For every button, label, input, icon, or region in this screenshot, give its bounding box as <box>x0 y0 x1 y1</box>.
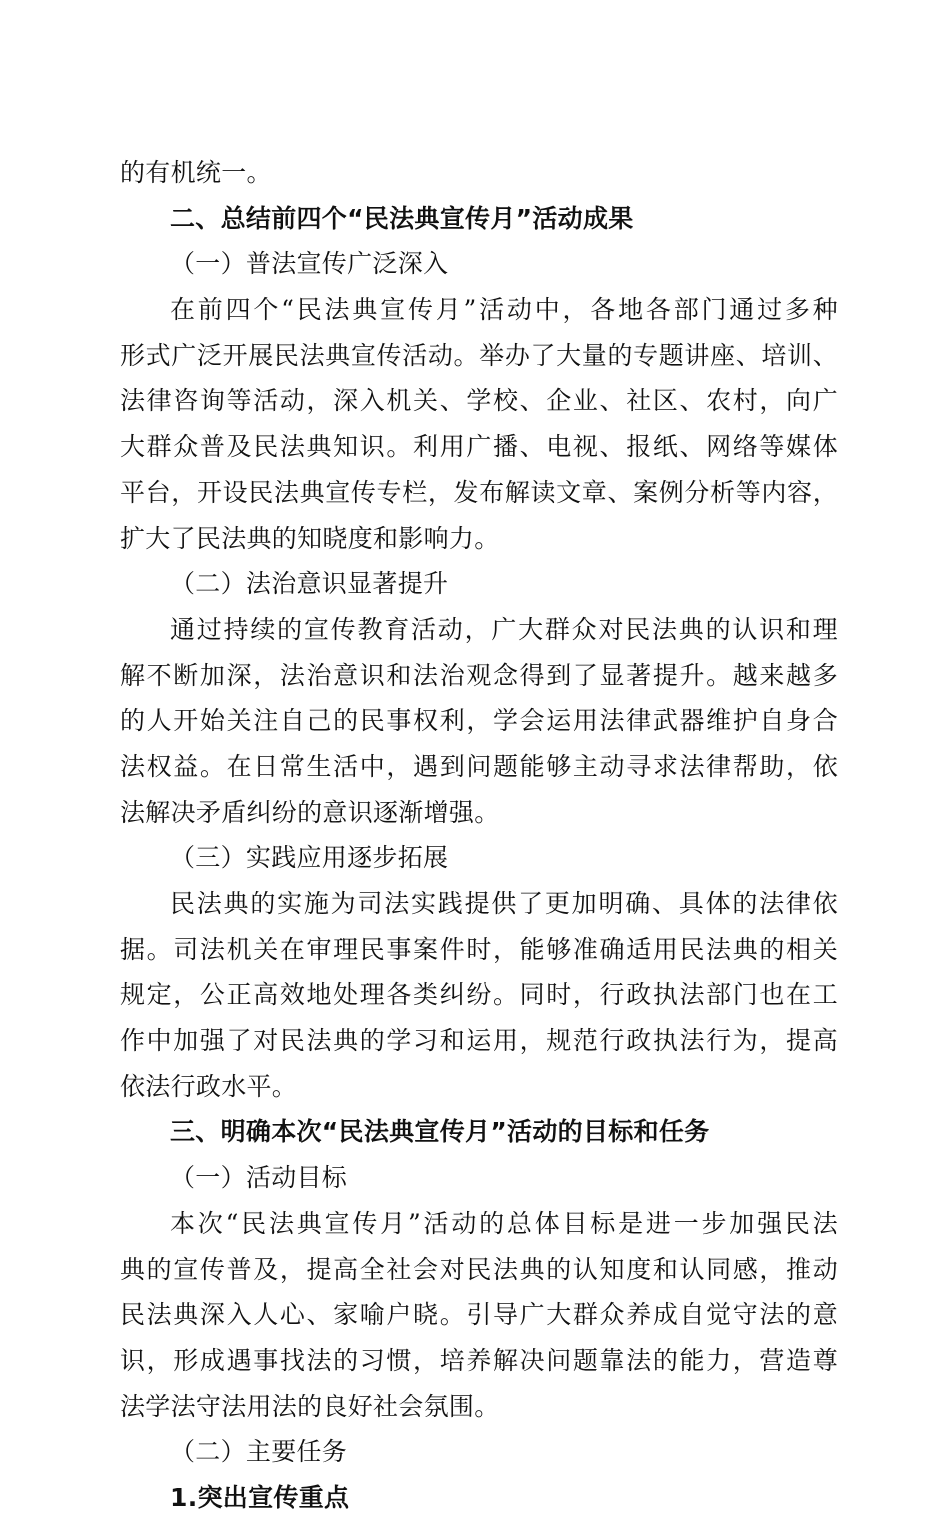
paragraph-line: 法律咨询等活动，深入机关、学校、企业、社区、农村，向广 <box>120 386 838 416</box>
paragraph-line: 在前四个“民法典宣传月”活动中，各地各部门通过多种 <box>170 295 838 325</box>
paragraph-line: 规定，公正高效地处理各类纠纷。同时，行政执法部门也在工 <box>120 980 838 1010</box>
paragraph-line: 平台，开设民法典宣传专栏，发布解读文章、案例分析等内容， <box>120 477 838 507</box>
paragraph-line: 据。司法机关在审理民事案件时，能够准确适用民法典的相关 <box>120 934 838 964</box>
section-heading: 二、总结前四个“民法典宣传月”活动成果 <box>170 203 634 233</box>
subsection-heading: （一）活动目标 <box>170 1163 348 1193</box>
paragraph-line: 法学法守法用法的良好社会氛围。 <box>120 1391 500 1421</box>
paragraph-line: 通过持续的宣传教育活动，广大群众对民法典的认识和理 <box>170 614 838 644</box>
paragraph-line: 形式广泛开展民法典宣传活动。举办了大量的专题讲座、培训、 <box>120 340 838 370</box>
paragraph-line: 民法典深入人心、家喻户晓。引导广大群众养成自觉守法的意 <box>120 1300 838 1330</box>
paragraph-line: 解不断加深，法治意识和法治观念得到了显著提升。越来越多 <box>120 660 838 690</box>
paragraph-line: 识，形成遇事找法的习惯，培养解决问题靠法的能力，营造尊 <box>120 1345 838 1375</box>
document-body <box>120 150 838 1521</box>
subsection-heading: （三）实践应用逐步拓展 <box>170 843 449 873</box>
paragraph-line: 作中加强了对民法典的学习和运用，规范行政执法行为，提高 <box>120 1026 838 1056</box>
paragraph-line: 法权益。在日常生活中，遇到问题能够主动寻求法律帮助，依 <box>120 751 838 781</box>
section-heading: 三、明确本次“民法典宣传月”活动的目标和任务 <box>170 1117 710 1147</box>
paragraph-line: 本次“民法典宣传月”活动的总体目标是进一步加强民法 <box>170 1208 838 1238</box>
paragraph-line: 依法行政水平。 <box>120 1071 298 1101</box>
paragraph-line: 大群众普及民法典知识。利用广播、电视、报纸、网络等媒体 <box>120 432 838 462</box>
paragraph-line: 的有机统一。 <box>120 158 272 187</box>
paragraph-line: 典的宣传普及，提高全社会对民法典的认知度和认同感，推动 <box>120 1254 838 1284</box>
paragraph-line: 扩大了民法典的知晓度和影响力。 <box>120 523 500 553</box>
paragraph-line: 的人开始关注自己的民事权利，学会运用法律武器维护自身合 <box>120 706 838 736</box>
item-heading: 1.突出宣传重点 <box>170 1482 350 1512</box>
paragraph-line: 民法典的实施为司法实践提供了更加明确、具体的法律依 <box>170 889 838 918</box>
subsection-heading: （二）主要任务 <box>170 1437 348 1467</box>
subsection-heading: （二）法治意识显著提升 <box>170 569 449 599</box>
paragraph-line: 法解决矛盾纠纷的意识逐渐增强。 <box>120 797 500 827</box>
subsection-heading: （一）普法宣传广泛深入 <box>170 249 449 279</box>
